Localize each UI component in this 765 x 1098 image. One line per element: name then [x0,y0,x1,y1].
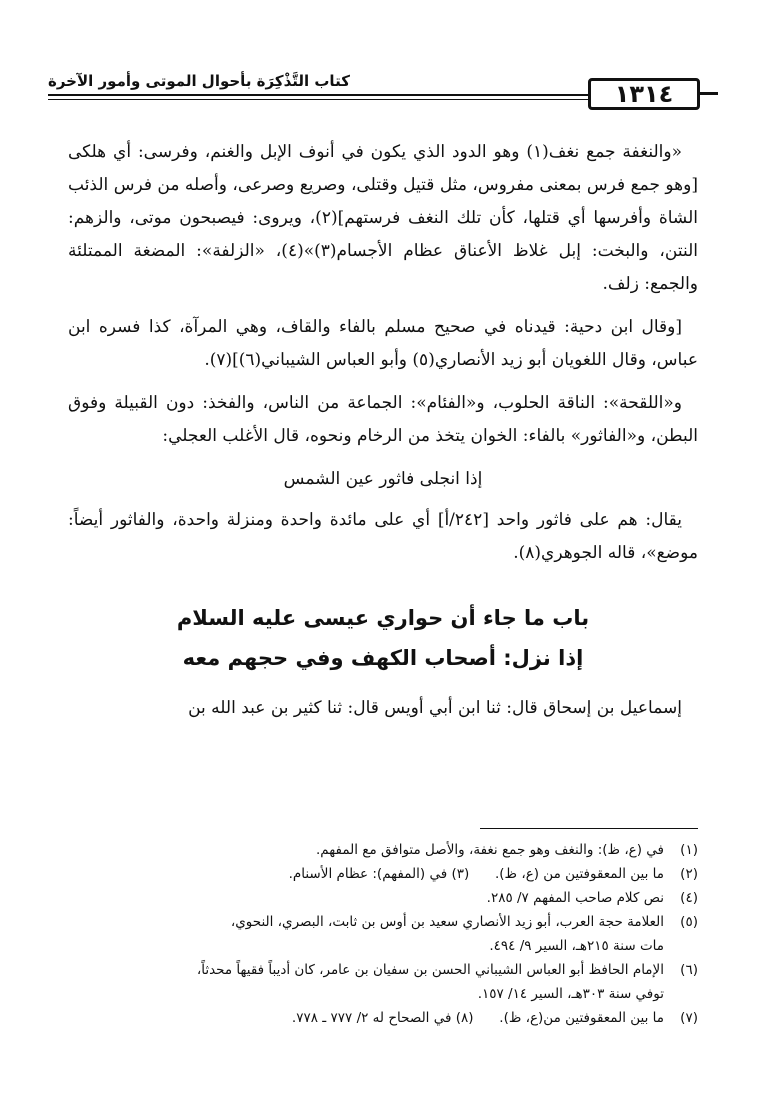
footnote-text: في (ع، ظ): والنغف وهو جمع نغفة، والأصل متوافق مع المفهم. [316,842,664,858]
footnote-number: (٦) [680,962,698,978]
footnote-text: نص كلام صاحب المفهم ٧/ ٢٨٥. [486,890,664,906]
footnote-text: ما بين المعقوفتين من(ع، ظ). (٨) في الصحاح له ٢/ ٧٧٧ ـ ٧٧٨. [291,1010,664,1026]
footnote [60,910,698,934]
footnote-number: (١) [680,842,698,858]
footnote-text: ما بين المعقوفتين من (ع، ظ). (٣) في (المفهم): عظام الأسنام. [288,866,664,882]
footnote-continuation: توفي سنة ٣٠٣هـ، السير ١٤/ ١٥٧. [477,986,664,1002]
footnote-number: (٧) [680,1010,698,1026]
footnote-continuation: مات سنة ٢١٥هـ، السير ٩/ ٤٩٤. [489,938,664,954]
footnote-number: (٥) [680,914,698,930]
paragraph: «والنغفة جمع نغف(١) وهو الدود الذي يكون في أنوف الإبل والغنم، وفرسى: أي هلكى [وهو جمع فرس بمعنى مفروس، مثل قتيل وقتلى، وصريع وصرعى، وأصله من فرس الذئب الشاة وأفرسها أي قتلها، كأن تلك النغف فرستهم](٢)، ويروى: فيصبحون موتى، والزهم: النتن، والبخت: إبل غلاظ الأعناق عظام الأجسام(٣)»(٤)، «الزلفة»: المضغة الممتلئة والجمع: زلف. [68,142,698,294]
footnotes [60,838,698,1030]
paragraph: يقال: هم على فاثور واحد [٢٤٢/أ] أي على مائدة واحدة ومنزلة واحدة، والفاثور أيضاً: موضع»، قاله الجوهري(٨). [68,510,698,563]
paragraph: إسماعيل بن إسحاق قال: ثنا ابن أبي أويس قال: ثنا كثير بن عبد الله بن [188,698,682,718]
footnote-text: الإمام الحافظ أبو العباس الشيباني الحسن بن سفيان بن عامر، كان أديباً فقيهاً محدثاً، [196,962,664,978]
running-header [48,68,708,116]
page-number-tail [700,92,718,95]
footnote-number: (٤) [680,890,698,906]
page-number: ١٣١٤ [588,78,700,110]
paragraph: [وقال ابن دحية: قيدناه في صحيح مسلم بالفاء والقاف، وهي المرآة، كذا فسره ابن عباس، وقال اللغويان أبو زيد الأنصاري(٥) وأبو العباس الشيباني(٦)](٧). [68,317,698,370]
chapter-heading [68,598,698,678]
footnote [60,862,698,886]
chapter-title-line2: إذا نزل: أصحاب الكهف وفي حجهم معه [182,646,584,670]
chapter-title-line1: باب ما جاء أن حواري عيسى عليه السلام [176,606,590,630]
poem-verse: إذا انجلى فاثور عين الشمس [283,469,483,489]
footnote-number: (٢) [680,866,698,882]
footnote [60,1006,698,1030]
header-rule-thin [48,99,588,100]
footnote [60,886,698,910]
footnote-separator [480,828,698,829]
header-rule [48,94,588,96]
paragraph: و«اللقحة»: الناقة الحلوب، و«الفئام»: الجماعة من الناس، والفخذ: دون القبيلة وفوق البطن، و«الفاثور» بالفاء: الخوان يتخذ من الرخام ونحوه، قال الأغلب العجلي: [68,393,698,446]
footnote [60,838,698,862]
book-title: كتاب التَّذْكِرَة بأحوال الموتى وأمور الآخرة [48,72,350,90]
footnote-text: العلامة حجة العرب، أبو زيد الأنصاري سعيد بن أوس بن ثابت، البصري، النحوي، [230,914,664,930]
footnote [60,958,698,982]
main-text [68,136,698,735]
